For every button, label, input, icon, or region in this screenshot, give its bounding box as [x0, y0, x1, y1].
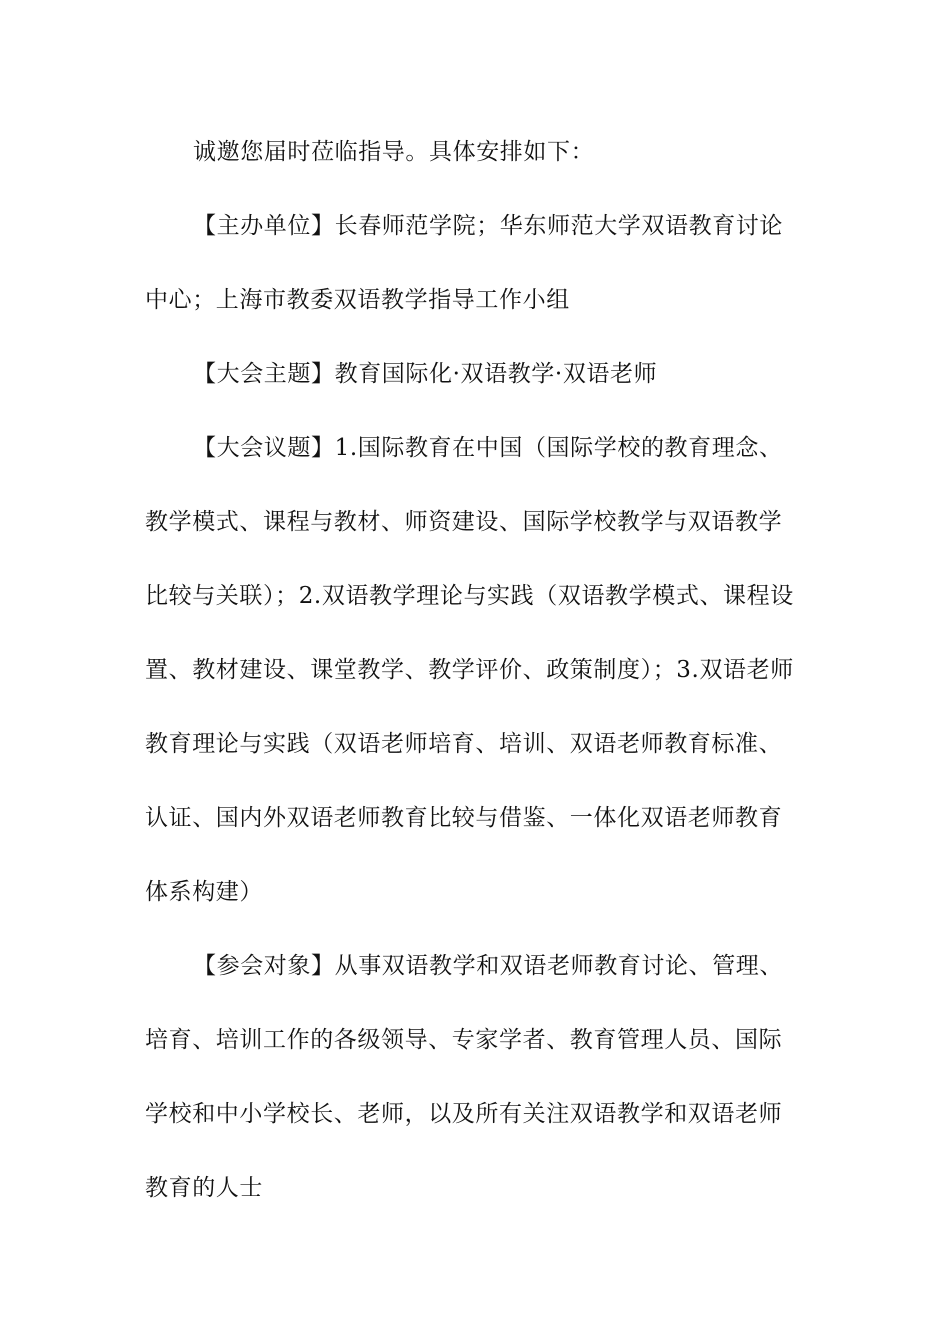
document-body	[145, 115, 805, 1225]
paragraph-topics: 【大会议题】1.国际教育在中国（国际学校的教育理念、教学模式、课程与教材、师资建设、国际学校教学与双语教学比较与关联）；2.双语教学理论与实践（双语教学模式、课程设置、教材建设、课堂教学、教学评价、政策制度）；3.双语老师教育理论与实践（双语老师培育、培训、双语老师教育标准、认证、国内外双语老师教育比较与借鉴、一体化双语老师教育体系构建）	[145, 435, 794, 905]
paragraph-participants: 【参会对象】从事双语教学和双语老师教育讨论、管理、培育、培训工作的各级领导、专家学者、教育管理人员、国际学校和中小学校长、老师，以及所有关注双语教学和双语老师教育的人士	[145, 953, 783, 1201]
paragraph-theme: 【大会主题】教育国际化·双语教学·双语老师	[193, 361, 658, 387]
paragraph-organizers: 【主办单位】长春师范学院；华东师范大学双语教育讨论中心；上海市教委双语教学指导工作小组	[145, 213, 783, 313]
paragraph-invitation: 诚邀您届时莅临指导。具体安排如下：	[193, 139, 595, 165]
